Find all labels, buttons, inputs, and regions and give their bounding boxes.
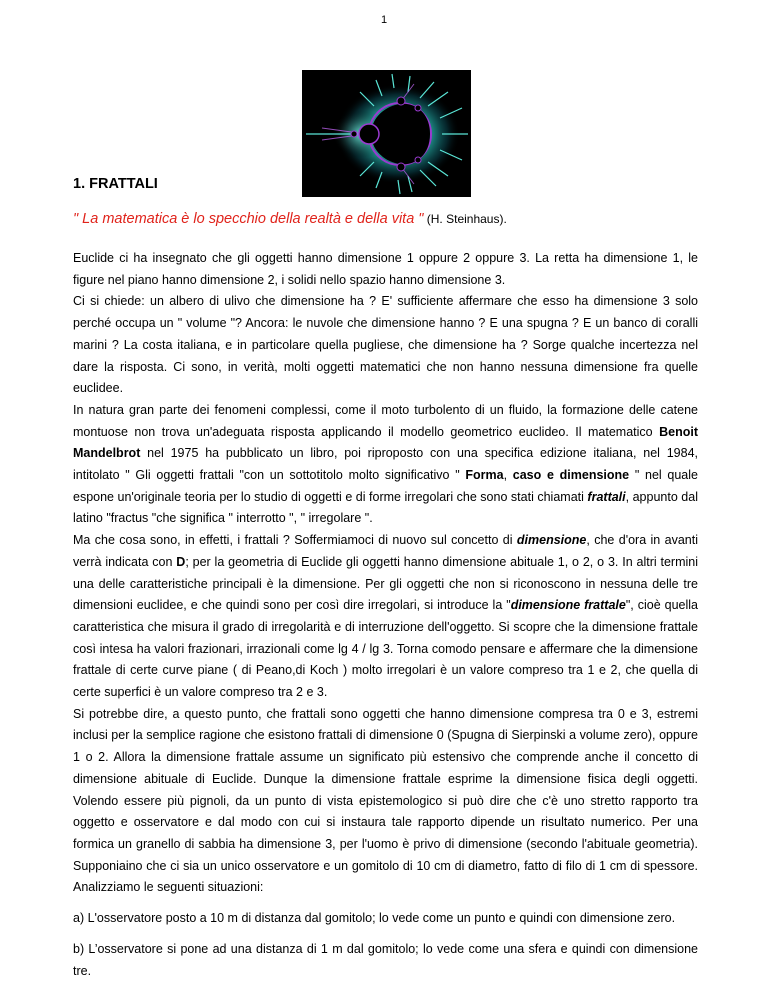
paragraph-euclide: Euclide ci ha insegnato che gli oggetti hanno dimensione 1 oppure 2 oppure 3. La retta ha dimensione 1, le figure nel piano hanno dimensione 2, i solidi nello spazio hanno dimensione 3. bbox=[73, 251, 698, 287]
quote-author: (H. Steinhaus). bbox=[423, 212, 507, 226]
paragraph-osservatore: Si potrebbe dire, a questo punto, che frattali sono oggetti che hanno dimensione compresa tra 0 e 3, estremi inclusi per la semplice ragione che esistono frattali di dimensione 0 (Spugna di Sierpinski a volume zero), oppure 1 o 2. Allora la dimensione frattale assume un significato più estensivo che comprende anche il concetto di dimensione abituale di Euclide. Dunque la dimensione frattale esprime la dimensione fisica degli oggetti. Volendo essere più pignoli, da un punto di vista epistemologico si può dire che c'è uno stretto rapporto tra oggetto e osservatore e dal modo con cui si instaura tale rapporto dipende un risultato numerico. Per una formica un granello di sabbia ha dimensione 3, per l'uomo è privo di dimensione (secondo l'abituale geometria). Supponiaino che ci sia un unico osservatore e un gomitolo di 10 cm di diametro, fatto di filo di 1 cm di spessore. Analizziamo le seguenti situazioni: bbox=[73, 706, 698, 895]
text-run: nel 1975 ha pubblicato un libro, poi riproposto con una specifica edizione italiana, nel 1984, intitolato " Gli oggetti frattali "con un sottotitolo molto significativo " bbox=[73, 446, 698, 483]
situation-a: a) L'osservatore posto a 10 m di distanza dal gomitolo; lo vede come un punto e quindi con dimensione zero. bbox=[73, 911, 676, 926]
text-run: Ma che cosa sono, in effetti, i frattali ? Soffermiamoci di nuovo sul concetto di bbox=[73, 533, 517, 548]
situation-b: b) L’osservatore si pone ad una distanza di 1 m dal gomitolo; lo vede come una sfera e quindi con dimensione tre. bbox=[73, 941, 698, 978]
bold-frattali: frattali bbox=[587, 489, 626, 504]
text-run: , che d'ora in avanti verrà indicata con bbox=[73, 533, 698, 569]
text-run: , bbox=[503, 468, 513, 483]
bold-dimensione: dimensione bbox=[516, 533, 587, 548]
page-number: 1 bbox=[380, 14, 388, 26]
bold-d: D bbox=[176, 554, 186, 569]
text-run: , appunto dal latino "fractus "che significa " interrotto ", " irregolare ". bbox=[73, 489, 698, 526]
mandelbrot-fractal-image bbox=[302, 70, 471, 197]
text-run: ", cioè quella caratteristica che misura il grado di irregolarità e di interruzione dell'oggetto. Si scopre che la dimensione frattale così intesa ha valori frazionari, irrazionali come lg 4 / lg 3. Torna comodo pensare e affermare che la dimensione frattale di certe curve piane ( di Peano,di Koch ) molto irregolari è un valore compreso tra 1 e 2, che quella di certe superfici è un valore compreso tra 2 e 3. bbox=[73, 598, 698, 700]
text-run: In natura gran parte dei fenomeni complessi, come il moto turbolento di un fluido, la formazione delle catene montuose non trova un'adeguata risposta applicando il modello geometrico euclideo. Il matematico bbox=[73, 402, 698, 439]
paragraph-dimensione bbox=[73, 530, 698, 704]
text-run: ; per la geometria di Euclide gli oggetti hanno dimensione abituale 1, o 2, o 3. In altri termini una delle caratteristiche principali è la dimensione. Per gli oggetti che non si riconoscono in nessuna delle tre dimensioni euclidee, e che quindi sono per così dire irregolari, si introduce la " bbox=[73, 554, 698, 613]
paragraph-questions: Ci si chiede: un albero di ulivo che dimensione ha ? E' sufficiente affermare che esso ha dimensione 3 solo perché occupa un " volume "? Ancora: le nuvole che dimensione hanno ? E una spugna ? E un banco di coralli marini ? La costa italiana, e in particolare quella pugliese, che dimensione ha ? Sorge qualche incertezza nel dare la risposta. Ci sono, in verità, molti oggetti matematici che non hanno nessuna dimensione fra quelle euclidee. bbox=[73, 294, 698, 396]
section-heading: 1. FRATTALI bbox=[73, 176, 158, 192]
bold-caso-dimensione: caso e dimensione bbox=[512, 468, 630, 483]
body-text bbox=[73, 248, 698, 982]
quote-text: " La matematica è lo specchio della realtà e della vita " bbox=[73, 211, 424, 227]
epigraph bbox=[73, 211, 507, 227]
bold-forma: Forma bbox=[465, 468, 504, 483]
paragraph-mandelbrot bbox=[73, 400, 698, 530]
text-run: " nel quale espone un'originale teoria per lo studio di oggetti e di forme irregolari che sono stati chiamati bbox=[73, 468, 698, 504]
mandelbrot-name: Benoit Mandelbrot bbox=[73, 424, 698, 461]
bold-dimensione-frattale: dimensione frattale bbox=[510, 598, 626, 613]
